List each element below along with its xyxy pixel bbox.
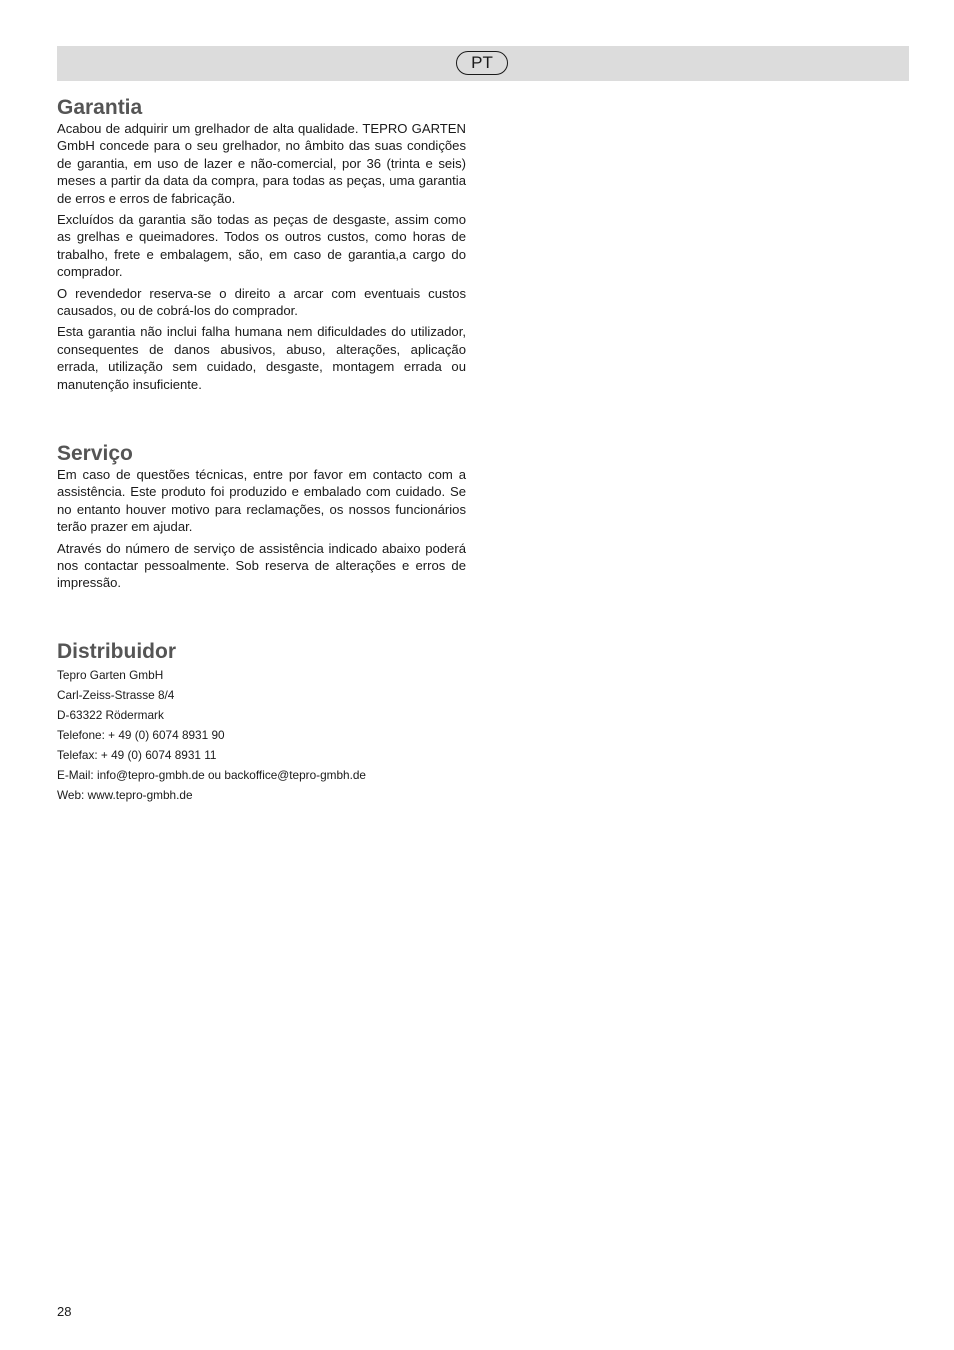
distributor-heading: Distribuidor xyxy=(57,640,176,663)
service-heading: Serviço xyxy=(57,442,133,465)
page-number: 28 xyxy=(57,1304,72,1319)
service-section xyxy=(57,442,466,596)
warranty-paragraph: Esta garantia não inclui falha humana nem dificuldades do utilizador, consequentes de danos abusivos, abuso, alterações, aplicação errada, utilização sem cuidado, desgaste, montagem errada ou manutenção insuficiente. xyxy=(57,324,466,392)
warranty-paragraph: Acabou de adquirir um grelhador de alta qualidade. TEPRO GARTEN GmbH concede para o seu grelhador, no âmbito das suas condições de garantia, em uso de lazer e não-comercial, por 36 (trinta e seis) meses a partir da data da compra, para todas as peças, uma garantia de erros e erros de fabricação. xyxy=(57,121,466,206)
service-paragraph: Em caso de questões técnicas, entre por favor em contacto com a assistência. Este produto foi produzido e embalado com cuidado. Se no entanto houver motivo para reclamações, os nossos funcionários terão prazer em ajudar. xyxy=(57,467,466,535)
distributor-web: Web: www.tepro-gmbh.de xyxy=(57,788,193,802)
warranty-paragraph: Excluídos da garantia são todas as peças de desgaste, assim como as grelhas e queimadores. Todos os outros custos, como horas de trabalho, frete e embalagem, são, em caso de garantia,a cargo do comprador. xyxy=(57,212,466,280)
distributor-street: Carl-Zeiss-Strasse 8/4 xyxy=(57,688,175,702)
language-header-bar xyxy=(57,46,909,81)
distributor-city: D-63322 Rödermark xyxy=(57,708,164,722)
distributor-section xyxy=(57,640,466,805)
distributor-phone: Telefone: + 49 (0) 6074 8931 90 xyxy=(57,728,225,742)
language-badge: PT xyxy=(456,51,508,75)
distributor-company: Tepro Garten GmbH xyxy=(57,668,164,682)
warranty-heading: Garantia xyxy=(57,96,143,119)
service-paragraph: Através do número de serviço de assistência indicado abaixo poderá nos contactar pessoalmente. Sob reserva de alterações e erros de impressão. xyxy=(57,540,466,591)
warranty-section xyxy=(57,96,466,397)
warranty-paragraph: O revendedor reserva-se o direito a arcar com eventuais custos causados, ou de cobrá-los do comprador. xyxy=(57,285,466,319)
distributor-email: E-Mail: info@tepro-gmbh.de ou backoffice@tepro-gmbh.de xyxy=(57,768,366,782)
distributor-fax: Telefax: + 49 (0) 6074 8931 11 xyxy=(57,748,217,762)
